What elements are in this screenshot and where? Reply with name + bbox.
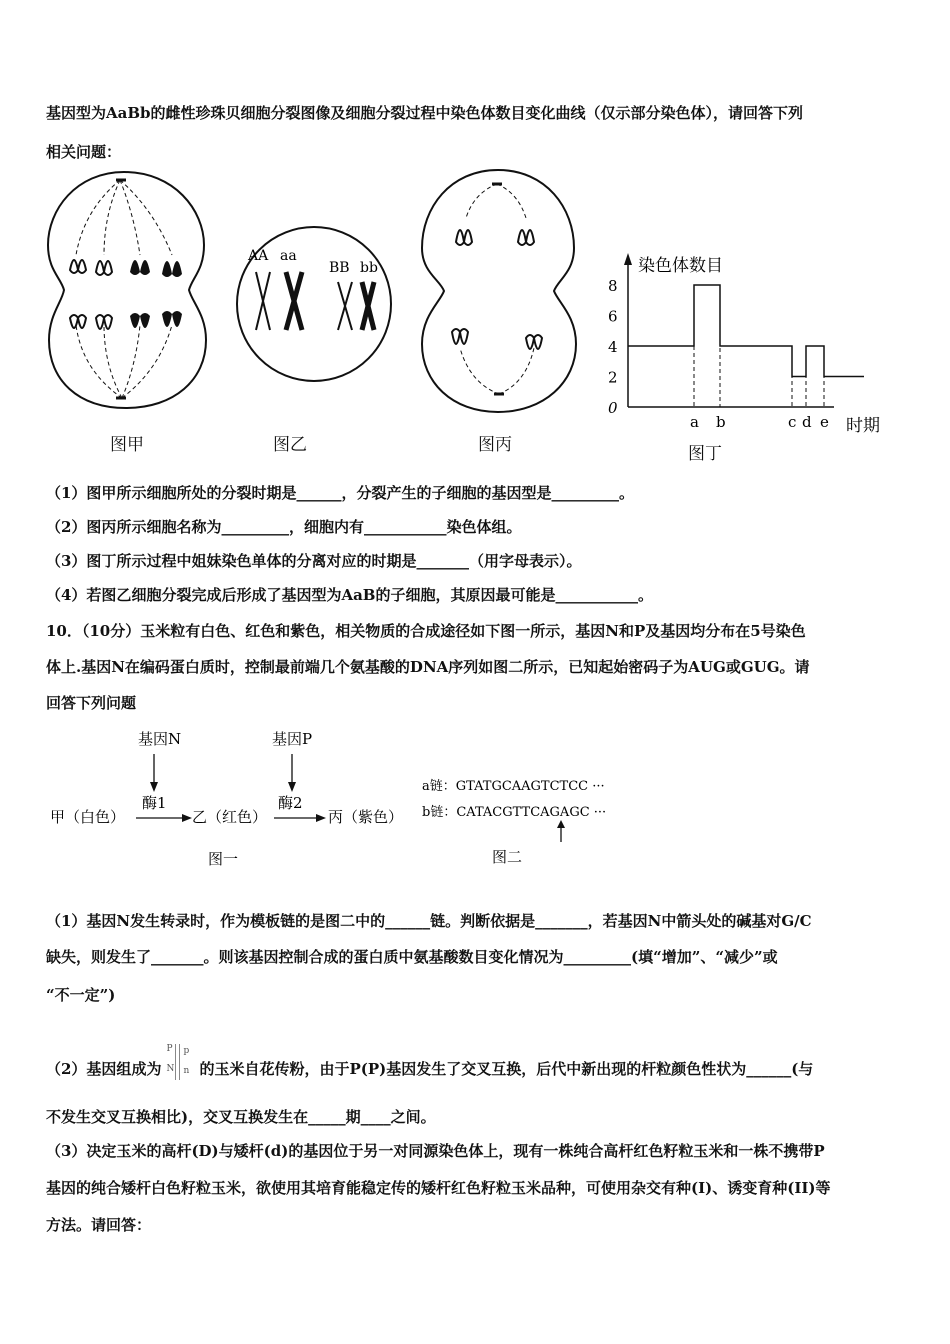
genotype-N: N — [166, 1064, 175, 1074]
arrow-up-icon — [557, 820, 565, 828]
q10-line-3: 回答下列问题 — [46, 694, 137, 712]
genotype-n: n — [183, 1066, 190, 1076]
y-tick-4: 4 — [608, 338, 618, 356]
y-tick-0: 0 — [608, 399, 618, 417]
caption-fig1: 图一 — [208, 850, 239, 868]
caption-fig2: 图二 — [492, 848, 523, 866]
q10-part3-line-2: 基因的纯合矮杆白色籽粒玉米，欲使用其培育能稳定传的矮杆红色籽粒玉米品种，可使用杂交有种(I)、诱变育种(II)等 — [46, 1179, 831, 1197]
label-BB: BB — [329, 260, 350, 276]
intro-line-2: 相关问题： — [46, 143, 122, 161]
substance-yi: 乙（红色） — [192, 808, 268, 826]
q10-part2-prefix: （2）基因组成为 — [46, 1060, 162, 1078]
y-axis-label: 染色体数目 — [638, 256, 723, 276]
x-tick-d: d — [802, 413, 812, 431]
x-tick-b: b — [716, 413, 726, 431]
q9-part-1: （1）图甲所示细胞所处的分裂时期是______，分裂产生的子细胞的基因型是_________。 — [46, 484, 634, 502]
genotype-diagram — [161, 1044, 199, 1088]
arrow-right-icon — [316, 814, 326, 822]
q9-part-3: （3）图丁所示过程中姐妹染色单体的分离对应的时期是_______（用字母表示）。 — [46, 552, 582, 570]
caption-ding: 图丁 — [688, 444, 722, 464]
chain-b: b链：CATACGTTCAGAGC ··· — [422, 805, 607, 820]
intro-line-1: 基因型为AaBb的雌性珍珠贝细胞分裂图像及细胞分裂过程中染色体数目变化曲线（仅示部分染色体），请回答下列 — [46, 104, 804, 122]
q10-part2-line-1 — [46, 1044, 813, 1088]
arrow-right-icon — [182, 814, 192, 822]
enzyme-1-label: 酶1 — [142, 794, 167, 812]
q10-part1-line-1: （1）基因N发生转录时，作为模板链的是图二中的______链。判断依据是_______，若基因N中箭头处的碱基对G/C — [46, 912, 812, 930]
arrow-down-icon — [288, 782, 296, 792]
label-AA: AA — [248, 248, 269, 264]
y-tick-6: 6 — [608, 307, 618, 326]
chain-a: a链：GTATGCAAGTCTCC ··· — [422, 779, 605, 794]
q10-part2-suffix: 的玉米自花传粉，由于P(P)基因发生了交叉互换，后代中新出现的杆粒颜色性状为______(与 — [199, 1060, 814, 1078]
label-aa: aa — [280, 248, 297, 264]
enzyme-2-label: 酶2 — [278, 794, 303, 812]
gene-p-label: 基因P — [272, 730, 313, 748]
q10-part1-line-2: 缺失，则发生了_______。则该基因控制合成的蛋白质中氨基酸数目变化情况为_________(填“增加”、“减少”或 — [46, 948, 778, 966]
figure-jia — [44, 170, 214, 410]
figure-yi — [226, 224, 408, 384]
x-tick-e: e — [820, 413, 829, 431]
q10-part1-line-3: “不一定”) — [46, 986, 116, 1004]
figure-10 — [46, 724, 646, 874]
q10-part3-line-3: 方法。请回答： — [46, 1216, 152, 1234]
figure-bing — [418, 168, 580, 414]
y-tick-8: 8 — [608, 277, 618, 295]
substance-jia: 甲（白色） — [50, 808, 126, 826]
q10-part2-line-2: 不发生交叉互换相比)，交叉互换发生在_____期____之间。 — [46, 1108, 436, 1126]
label-bb: bb — [360, 260, 378, 276]
gene-n-label: 基因N — [138, 730, 182, 748]
substance-bing: 丙（紫色） — [328, 808, 404, 826]
q10-part3-line-1: （3）决定玉米的高杆(D)与矮杆(d)的基因位于另一对同源染色体上，现有一株纯合高杆红色籽粒玉米和一株不携带P — [46, 1142, 825, 1160]
genotype-P: P — [166, 1044, 173, 1054]
x-tick-c: c — [788, 413, 797, 431]
chromosome-count-line — [628, 285, 864, 377]
genotype-p: p — [183, 1046, 190, 1056]
y-axis-arrow — [624, 253, 632, 265]
x-tick-a: a — [690, 413, 699, 431]
q9-part-4: （4）若图乙细胞分裂完成后形成了基因型为AaB的子细胞，其原因最可能是___________。 — [46, 586, 653, 604]
figure-ding-chart — [596, 245, 896, 465]
q10-line-1: 10．（10分）玉米粒有白色、红色和紫色，相关物质的合成途径如下图一所示，基因N和P及基因均分布在5号染色 — [46, 622, 806, 640]
caption-yi: 图乙 — [273, 435, 307, 455]
arrow-down-icon — [150, 782, 158, 792]
q9-part-2: （2）图丙所示细胞名称为_________，细胞内有___________染色体组。 — [46, 518, 522, 536]
q10-line-2: 体上.基因N在编码蛋白质时，控制最前端几个氨基酸的DNA序列如图二所示，已知起始密码子为AUG或GUG。请 — [46, 658, 810, 676]
caption-bing: 图丙 — [478, 435, 512, 455]
y-tick-2: 2 — [608, 368, 618, 387]
x-axis-label: 时期 — [846, 416, 880, 436]
caption-jia: 图甲 — [110, 435, 144, 455]
